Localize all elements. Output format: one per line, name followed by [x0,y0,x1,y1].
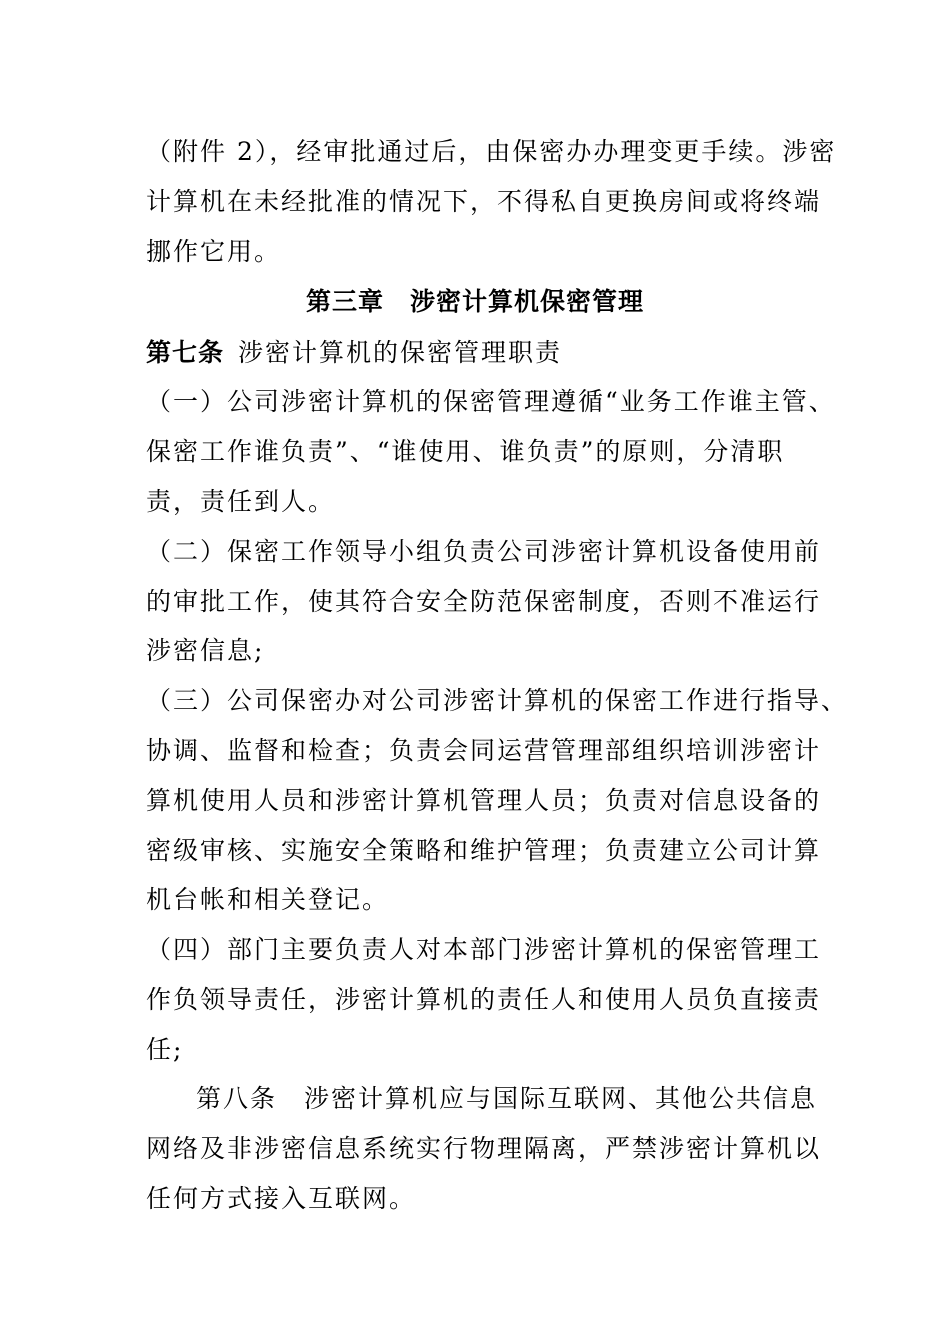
clause-1-line-2: 保密工作谁负责”、“谁使用、谁负责”的原则，分清职 [146,437,785,466]
clause-3-line-2: 协调、监督和检查；负责会同运营管理部组织培训涉密计 [146,736,822,765]
clause-4-line-1: （四）部门主要负责人对本部门涉密计算机的保密管理工 [146,935,822,964]
clause-4-line-3: 任; [146,1035,184,1064]
article-8-line-2: 网络及非涉密信息系统实行物理隔离，严禁涉密计算机以 [146,1134,822,1163]
continuation-line-3: 挪作它用。 [146,237,282,266]
clause-1-line-3: 责，责任到人。 [146,487,336,516]
continuation-line-2: 计算机在未经批准的情况下，不得私自更换房间或将终端 [146,187,822,216]
clause-3-line-5: 机台帐和相关登记。 [146,885,390,914]
clause-2-line-3: 涉密信息; [146,636,265,665]
article-7-title: 涉密计算机的保密管理职责 [238,338,563,367]
article-8-line-1: 第八条 涉密计算机应与国际互联网、其他公共信息 [196,1084,818,1113]
chapter-heading: 第三章 涉密计算机保密管理 [305,287,644,316]
clause-1-line-1: （一）公司涉密计算机的保密管理遵循“业务工作谁主管、 [146,387,836,416]
article-7-heading [146,336,816,370]
clause-2-line-1: （二）保密工作领导小组负责公司涉密计算机设备使用前 [146,537,822,566]
clause-2-line-2: 的审批工作，使其符合安全防范保密制度，否则不准运行 [146,587,822,616]
clause-3-line-3: 算机使用人员和涉密计算机管理人员；负责对信息设备的 [146,786,822,815]
clause-3-line-1: （三）公司保密办对公司涉密计算机的保密工作进行指导、 [146,686,849,715]
article-8-line-3: 任何方式接入互联网。 [146,1184,417,1213]
continuation-line-1: （附件 2），经审批通过后，由保密办办理变更手续。涉密 [146,137,837,166]
clause-3-line-4: 密级审核、实施安全策略和维护管理；负责建立公司计算 [146,836,822,865]
clause-4-line-2: 作负领导责任，涉密计算机的责任人和使用人员负直接责 [146,985,822,1014]
article-7-label: 第七条 [146,338,225,367]
